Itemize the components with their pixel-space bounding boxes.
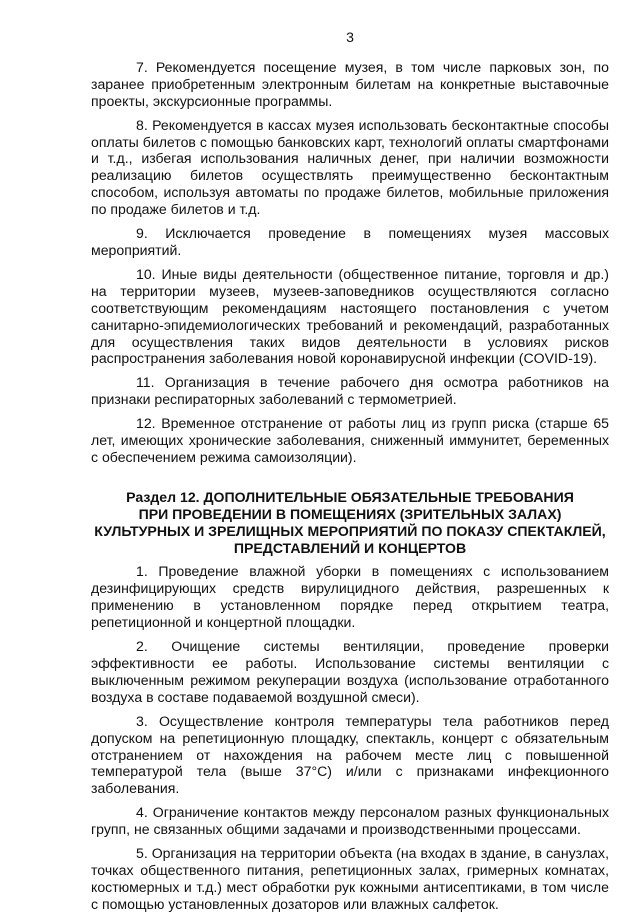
paragraph-item-10: 10. Иные виды деятельности (общественное питание, торговля и др.) на территории музеев, музеев-заповедников осуществляются согласно соответствующим рекомендациям настоящего постановления с учетом санитарно-эпидемиологических требований и рекомендаций, разработанных для осуществления таких видов деятельности в условиях рисков распространения заболевания новой коронавирусной инфекции (COVID-19).: [91, 265, 609, 367]
section-title-line: ПРЕДСТАВЛЕНИЙ И КОНЦЕРТОВ: [233, 539, 467, 556]
section-title-line: Раздел 12. ДОПОЛНИТЕЛЬНЫЕ ОБЯЗАТЕЛЬНЫЕ ТРЕБОВАНИЯ: [126, 488, 574, 505]
section-paragraph-4: 4. Ограничение контактов между персоналом разных функциональных групп, не связанных общими задачами и производственными процессами.: [91, 804, 609, 838]
section-paragraph-5: 5. Организация на территории объекта (на входах в здание, в санузлах, точках общественного питания, репетиционных залах, гримерных комнатах, костюмерных и т.д.) мест обработки рук кожными антисептиками, в том числе с помощью установленных дозаторов или влажных салфеток.: [91, 845, 609, 912]
section-title-line: КУЛЬТУРНЫХ И ЗРЕЛИЩНЫХ МЕРОПРИЯТИЙ ПО ПОКАЗУ СПЕКТАКЛЕЙ,: [94, 522, 606, 539]
section-paragraph-2: 2. Очищение системы вентиляции, проведение проверки эффективности ее работы. Использование системы вентиляции с выключенным режимом рекуперации воздуха (использование отработанного воздуха в составе подаваемой воздушной смеси).: [91, 638, 609, 705]
paragraph-item-11: 11. Организация в течение рабочего дня осмотра работников на признаки респираторных заболеваний с термометрией.: [91, 374, 609, 408]
section-paragraph-1: 1. Проведение влажной уборки в помещениях с использованием дезинфицирующих средств вирулицидного действия, разрешенных к применению в установленном порядке перед открытием театра, репетиционной и концертной площадки.: [91, 563, 609, 631]
section-title: [91, 489, 609, 557]
section-paragraph-3: 3. Осуществление контроля температуры тела работников перед допуском на репетиционную площадку, спектакль, концерт с обязательным отстранением от нахождения на рабочем месте лиц с повышенной температурой тела (выше 37°C) и/или с признаками инфекционного заболевания.: [91, 712, 609, 797]
page-number: 3: [346, 29, 354, 45]
section-title-line: ПРИ ПРОВЕДЕНИИ В ПОМЕЩЕНИЯХ (ЗРИТЕЛЬНЫХ ЗАЛАХ): [138, 505, 562, 522]
paragraph-item-12: 12. Временное отстранение от работы лиц из групп риска (старше 65 лет, имеющих хронические заболевания, сниженный иммунитет, беременных с обеспечением режима самоизоляции).: [91, 415, 609, 465]
paragraph-item-9: 9. Исключается проведение в помещениях музея массовых мероприятий.: [91, 225, 609, 258]
paragraph-item-8: 8. Рекомендуется в кассах музея использовать бесконтактные способы оплаты билетов с помощью банковских карт, технологий оплаты смартфонами и т.д., избегая использования наличных денег, при наличии возможности реализацию билетов осуществлять преимущественно бесконтактным способом, используя автоматы по продаже билетов, мобильные приложения по продаже билетов и т.д.: [91, 116, 609, 218]
paragraph-item-7: 7. Рекомендуется посещение музея, в том числе парковых зон, по заранее приобретенным электронным билетам на конкретные выставочные проекты, экскурсионные программы.: [91, 58, 609, 109]
